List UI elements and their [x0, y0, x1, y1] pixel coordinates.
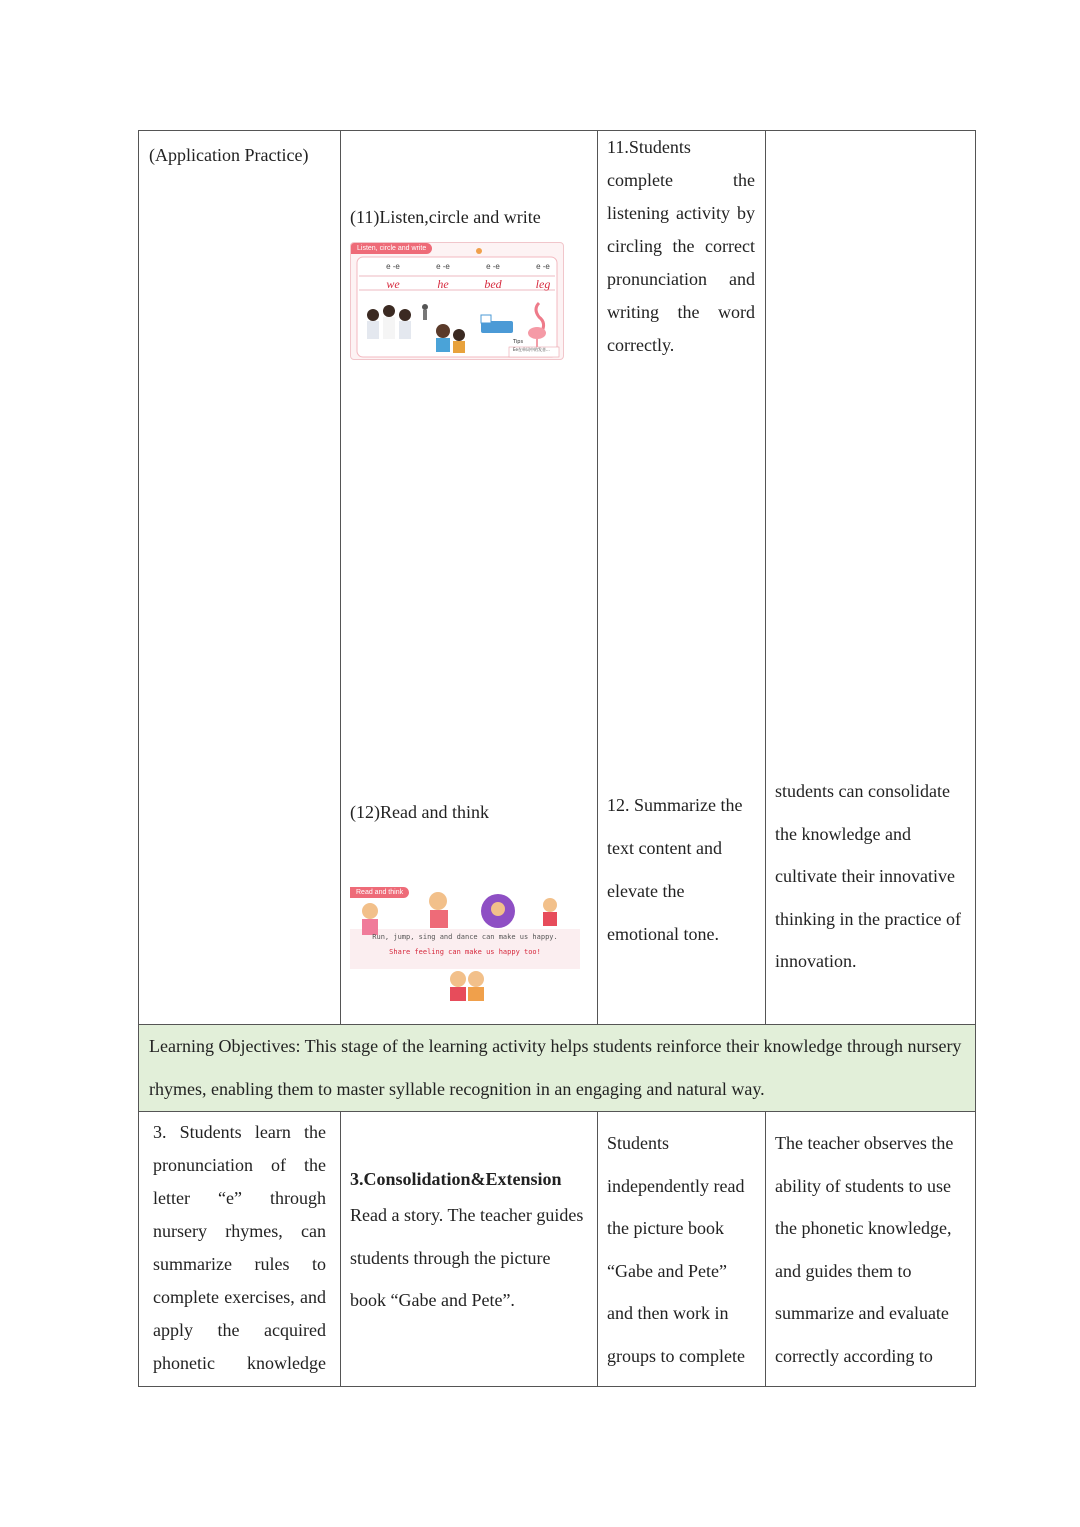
listen-circle-write-figure	[350, 242, 564, 360]
activity-11-title: (11)Listen,circle and write	[350, 207, 541, 227]
figure-banner-2: Read and think	[350, 887, 409, 898]
student-activity-3: Students independently read the picture book “Gabe and Pete” and then work in groups to complete	[607, 1133, 745, 1366]
tips-label: Tips	[513, 339, 524, 345]
option-1[interactable]: e -e	[386, 262, 400, 271]
word-leg: leg	[535, 277, 551, 291]
student-cell-3	[598, 1112, 766, 1387]
read-illustration	[350, 883, 580, 1001]
option-3[interactable]: e -e	[486, 262, 500, 271]
design-intent-12: students can consolidate the knowledge and cultivate their innovative thinking in the practice of innovation.	[775, 781, 961, 971]
story-line-1: Run, jump, sing and dance can make us happy.	[372, 933, 558, 941]
student-activity-11: 11.Students complete the listening activity by circling the correct pronunciation and writing the word correctly.	[607, 137, 755, 355]
activity-12-title: (12)Read and think	[350, 802, 489, 822]
section-heading: 3.Consolidation&Extension	[350, 1169, 562, 1189]
activity-description-3: Read a story. The teacher guides students through the picture book “Gabe and Pete”.	[350, 1205, 584, 1310]
pronunciation-options	[373, 262, 563, 271]
objectives-cell	[139, 1025, 976, 1112]
word-we: we	[386, 277, 400, 291]
learning-goal-3: 3. Students learn the pronunciation of the letter “e” through nursery rhymes, can summarize rules to complete exercises, and apply the acquired phonetic knowledge	[153, 1122, 326, 1373]
consolidation-row	[139, 1112, 976, 1387]
activity-cell	[341, 131, 598, 1025]
stage-cell	[139, 131, 341, 1025]
objectives-row	[139, 1025, 976, 1112]
application-practice-row	[139, 131, 976, 1025]
stage-label: (Application Practice)	[149, 145, 309, 165]
word-bed: bed	[484, 277, 502, 291]
story-line-2: Share feeling can make us happy too!	[389, 948, 541, 956]
read-and-think-figure	[350, 883, 580, 1001]
activity-cell-3	[341, 1112, 598, 1387]
student-activity-12: 12. Summarize the text content and elevate the emotional tone.	[607, 795, 743, 944]
student-activity-cell	[598, 131, 766, 1025]
assessment-cell-3	[766, 1112, 976, 1387]
assessment-3: The teacher observes the ability of students to use the phonetic knowledge, and guides them to summarize and evaluate correctly according to	[775, 1133, 954, 1366]
figure-banner: Listen, circle and write	[351, 243, 432, 254]
listen-illustration	[351, 243, 563, 359]
word-list	[373, 277, 563, 292]
word-he: he	[437, 277, 449, 291]
lesson-plan-table	[138, 130, 976, 1387]
learning-objectives: Learning Objectives: This stage of the learning activity helps students reinforce their knowledge through nursery rhymes, enabling them to master syllable recognition in an engaging and natural way.	[149, 1036, 962, 1099]
tips-text: Ee在单词中的发音...	[513, 347, 550, 352]
design-intent-cell	[766, 131, 976, 1025]
option-2[interactable]: e -e	[436, 262, 450, 271]
goal-cell	[139, 1112, 341, 1387]
option-4[interactable]: e -e	[536, 262, 550, 271]
